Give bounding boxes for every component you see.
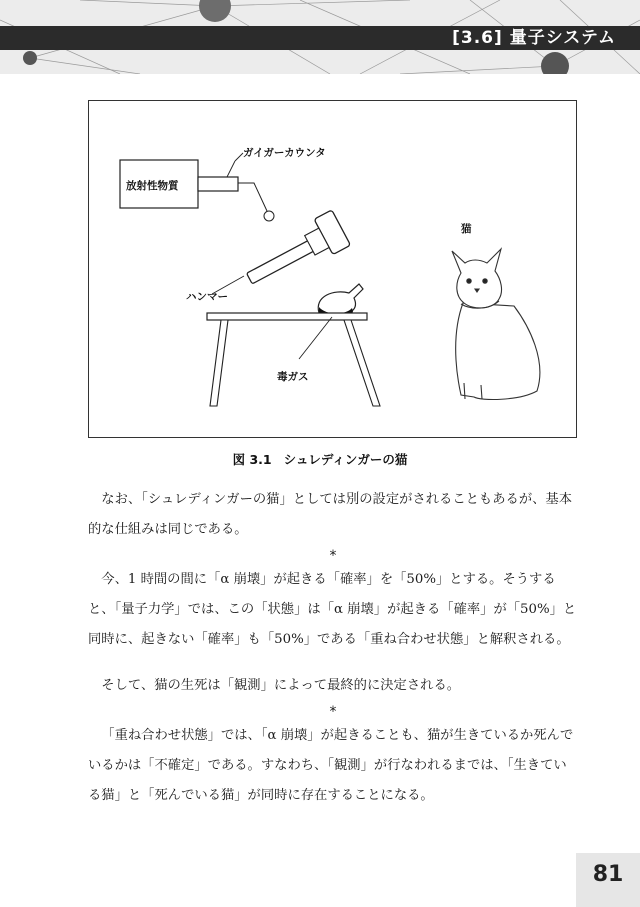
figure-number: 図 3.1 xyxy=(232,452,272,467)
hammer xyxy=(239,210,350,295)
paragraph-2: 今、1 時間の間に「α 崩壊」が起きる「確率」を「50%」とする。そうすると、「量子力学」では、この「状態」は「α 崩壊」が起きる「確率」が「50%」と同時に、起きない「確率」も「50%」である「重ね合わせ状態」と解釈される。 xyxy=(88,572,577,647)
figure-caption-text: シュレディンガーの猫 xyxy=(283,452,408,467)
label-poison-gas: 毒ガス xyxy=(277,371,309,383)
geiger-counter-box xyxy=(198,177,238,191)
page-number: 81 xyxy=(592,862,624,887)
body-text xyxy=(88,485,578,811)
section-title: [3.6] 量子システム xyxy=(452,28,616,48)
separator-star-1: * xyxy=(329,548,337,564)
label-radioactive: 放射性物質 xyxy=(126,180,179,192)
paragraph-1: なお、「シュレディンガーの猫」としては別の設定がされることもあるが、基本的な仕組みは同じである。 xyxy=(88,492,573,537)
cat xyxy=(452,249,540,399)
poison-flask xyxy=(318,284,363,317)
trigger-wire xyxy=(238,183,267,211)
paragraph-3: そして、猫の生死は「観測」によって最終的に決定される。 xyxy=(101,678,461,693)
figure-schrodinger-cat xyxy=(88,100,577,438)
figure-illustration xyxy=(89,101,576,437)
separator-star-2: * xyxy=(329,704,337,720)
trigger xyxy=(264,211,274,221)
label-hammer: ハンマー xyxy=(186,291,228,303)
paragraph-4: 「重ね合わせ状態」では、「α 崩壊」が起きることも、猫が生きているか死んでいるかは「不確定」である。すなわち、「観測」が行なわれるまでは、「生きている猫」と「死んでいる猫」が同時に存在することになる。 xyxy=(88,728,574,803)
table xyxy=(207,313,380,406)
label-geiger-counter: ガイガーカウンタ xyxy=(243,147,326,159)
figure-caption xyxy=(0,450,640,468)
label-cat: 猫 xyxy=(461,223,472,235)
